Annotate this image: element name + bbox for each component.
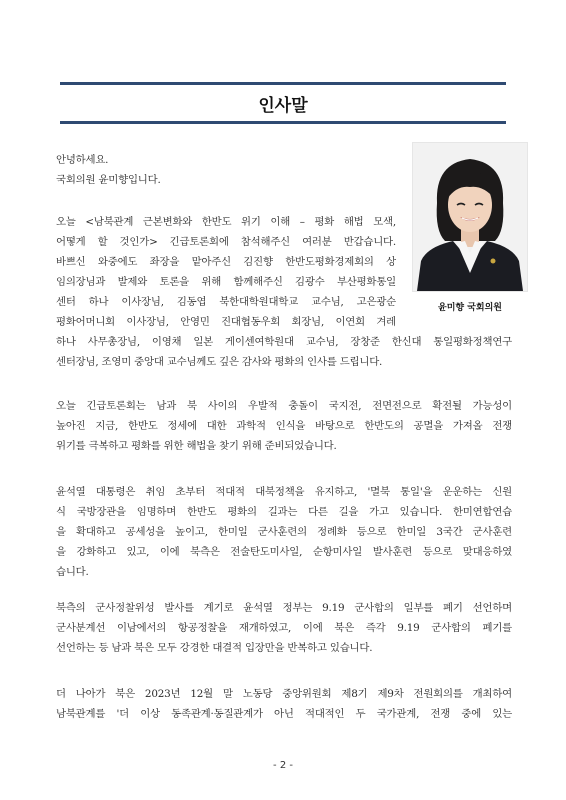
title-box bbox=[60, 82, 506, 124]
greeting-line: 안녕하세요. bbox=[56, 154, 109, 166]
paragraph-line: 남북관계를 '더 이상 동족관계·동질관계가 아닌 적대적인 두 국가관계, 전쟁 중에 있는 bbox=[56, 708, 512, 720]
paragraph-line: 을 확대하고 공세성을 높이고, 한미일 군사훈련의 정례화 등으로 한미일 3국간 군사훈련 bbox=[56, 526, 512, 538]
paragraph-line: 높아진 지금, 한반도 정세에 대한 과학적 인식을 바탕으로 한반도의 공멸을 가져올 전쟁 bbox=[56, 420, 512, 432]
paragraph-line: 더 나아가 북은 2023년 12월 말 노동당 중앙위원회 제8기 제9차 전원회의를 개최하여 bbox=[56, 688, 512, 700]
paragraph-line: 오늘 긴급토론회는 남과 북 사이의 우발적 충돌이 국지전, 전면전으로 확전될 가능성이 bbox=[56, 400, 512, 412]
paragraph-line: 위기를 극복하고 평화를 위한 해법을 찾기 위해 준비되었습니다. bbox=[56, 440, 337, 452]
paragraph-line: 습니다. bbox=[56, 566, 89, 578]
paragraph-line: 을 강화하고 있고, 이에 북측은 전술탄도미사일, 순항미사일 발사훈련 등으로 맞대응하였 bbox=[56, 546, 512, 558]
paragraph-line: 오늘 <남북관계 근본변화와 한반도 위기 이해 – 평화 해법 모색, bbox=[56, 216, 396, 228]
paragraph-line: 임의장님과 발제와 토론을 위해 함께해주신 김광수 부산평화통일 bbox=[56, 276, 396, 288]
paragraph-line: 어떻게 할 것인가> 긴급토론회에 참석해주신 여러분 반갑습니다. bbox=[56, 236, 396, 248]
greeting-line: 국회의원 윤미향입니다. bbox=[56, 174, 161, 186]
paragraph-2 bbox=[56, 396, 512, 456]
paragraph-line: 바쁘신 와중에도 좌장을 맡아주신 김진향 한반도평화경제회의 상 bbox=[56, 256, 396, 268]
paragraph-line: 센터 하나 이사장님, 김동엽 북한대학원대학교 교수님, 고은광순 bbox=[56, 296, 396, 308]
paragraph-line: 하나 사무총장님, 이영채 일본 게이센여학원대 교수님, 장창준 한신대 통일평화정책연구 bbox=[56, 336, 512, 348]
portrait-caption: 윤미향 국회의원 bbox=[438, 303, 502, 313]
paragraph-line: 식 국방장관을 임명하며 한반도 평화의 길과는 다른 길을 가고 있습니다. 한미연합연습 bbox=[56, 506, 512, 518]
paragraph-5 bbox=[56, 684, 512, 724]
paragraph-line: 군사분계선 이남에서의 항공정찰을 재개하였고, 이에 북은 즉각 9.19 군사합의 폐기를 bbox=[56, 622, 512, 634]
paragraph-line: 센터장님, 조영미 중앙대 교수님께도 깊은 감사와 평화의 인사를 드립니다. bbox=[56, 356, 383, 368]
paragraph-4 bbox=[56, 598, 512, 658]
page-number: - 2 - bbox=[273, 760, 293, 771]
paragraph-1 bbox=[56, 212, 512, 372]
greeting-block bbox=[56, 150, 161, 190]
paragraph-line: 북측의 군사정찰위성 발사를 계기로 윤석열 정부는 9.19 군사합의 일부를 폐기 선언하며 bbox=[56, 602, 512, 614]
paragraph-line: 선언하는 등 남과 북은 모두 강경한 대결적 입장만을 반복하고 있습니다. bbox=[56, 642, 373, 654]
paragraph-3 bbox=[56, 482, 512, 582]
page-title: 인사말 bbox=[258, 95, 308, 116]
paragraph-line: 윤석열 대통령은 취임 초부터 적대적 대북정책을 유지하고, '멸북 통일'을 운운하는 신원 bbox=[56, 486, 512, 498]
paragraph-line: 평화어머니회 이사장님, 안영민 진대협동우회 회장님, 이연희 겨레 bbox=[56, 316, 396, 328]
